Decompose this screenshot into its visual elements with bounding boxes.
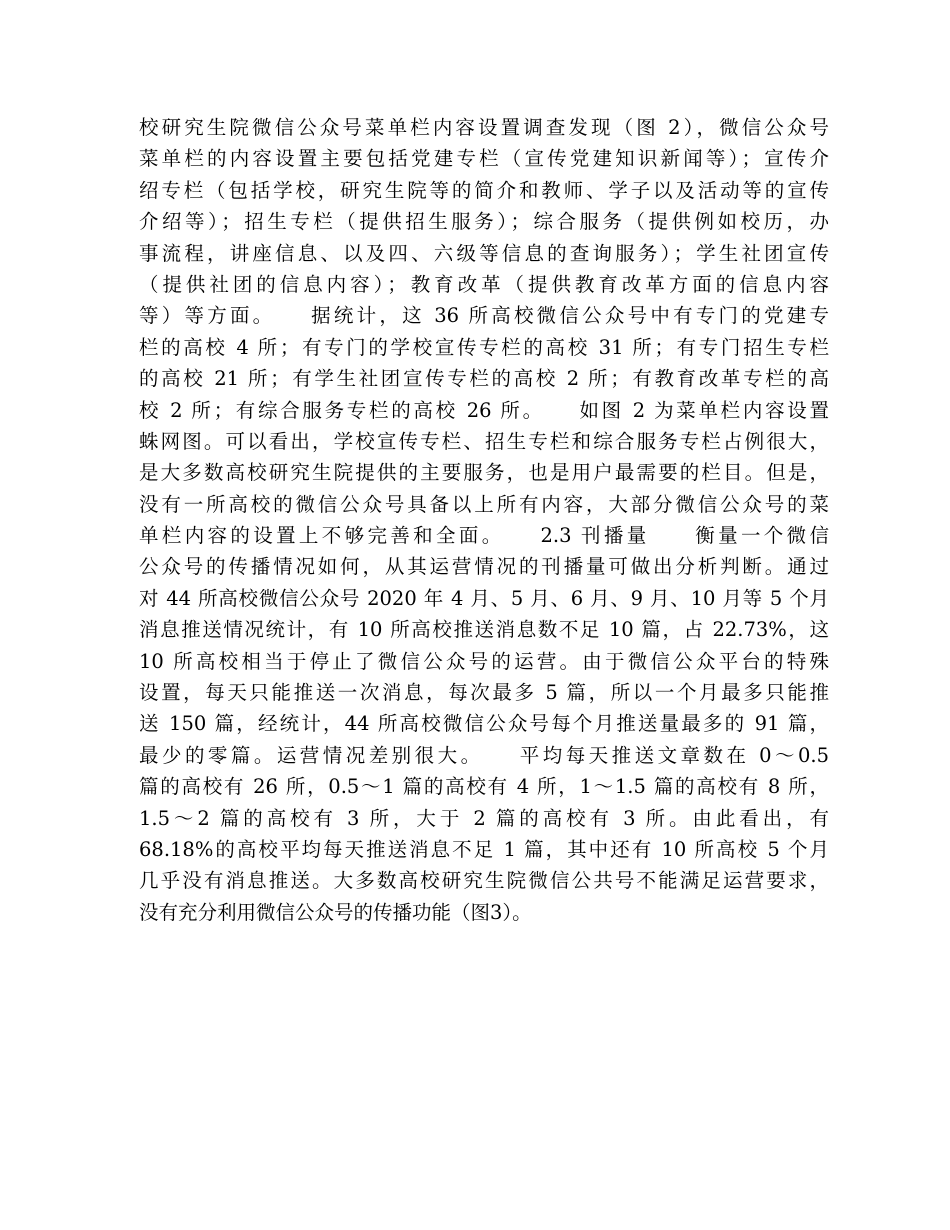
text-line: 蛛网图。可以看出，学校宣传专栏、招生专栏和综合服务专栏占例很大， <box>139 429 829 453</box>
text-line: （提供社团的信息内容）；教育改革（提供教育改革方面的信息内容 <box>139 272 829 296</box>
text-line: 10 所高校相当于停止了微信公众号的运营。由于微信公众平台的特殊 <box>139 649 829 673</box>
text-line: 1.5～2 篇的高校有 3 所，大于 2 篇的高校有 3 所。由此看出，有 <box>139 806 829 830</box>
text-line: 没有充分利用微信公众号的传播功能（图3）。 <box>139 900 532 924</box>
text-line: 对 44 所高校微信公众号 2020 年 4 月、5 月、6 月、9 月、10 月等 5 个月 <box>139 586 829 610</box>
text-line: 公众号的传播情况如何，从其运营情况的刊播量可做出分析判断。通过 <box>139 555 829 579</box>
text-line: 几乎没有消息推送。大多数高校研究生院微信公共号不能满足运营要求， <box>139 869 829 893</box>
text-line: 等）等方面。 据统计，这 36 所高校微信公众号中有专门的党建专 <box>139 304 829 328</box>
text-line: 篇的高校有 26 所，0.5～1 篇的高校有 4 所，1～1.5 篇的高校有 8 所， <box>139 775 829 799</box>
text-line: 绍专栏（包括学校，研究生院等的简介和教师、学子以及活动等的宣传 <box>139 178 829 202</box>
text-line: 栏的高校 4 所；有专门的学校宣传专栏的高校 31 所；有专门招生专栏 <box>139 335 829 359</box>
text-line: 最少的零篇。运营情况差别很大。 平均每天推送文章数在 0～0.5 <box>139 743 829 767</box>
text-line: 没有一所高校的微信公众号具备以上所有内容，大部分微信公众号的菜 <box>139 492 829 516</box>
text-line: 68.18%的高校平均每天推送消息不足 1 篇，其中还有 10 所高校 5 个月 <box>139 837 829 861</box>
text-line: 是大多数高校研究生院提供的主要服务，也是用户最需要的栏目。但是， <box>139 461 829 485</box>
text-line: 介绍等）；招生专栏（提供招生服务）；综合服务（提供例如校历，办 <box>139 210 829 234</box>
text-line: 的高校 21 所；有学生社团宣传专栏的高校 2 所；有教育改革专栏的高 <box>139 367 829 391</box>
text-line: 单栏内容的设置上不够完善和全面。 2.3 刊播量 衡量一个微信 <box>139 524 829 548</box>
text-line: 设置，每天只能推送一次消息，每次最多 5 篇，所以一个月最多只能推 <box>139 681 829 705</box>
text-line: 菜单栏的内容设置主要包括党建专栏（宣传党建知识新闻等）；宣传介 <box>139 147 829 171</box>
body-paragraph <box>139 112 829 928</box>
text-line: 事流程，讲座信息、以及四、六级等信息的查询服务）；学生社团宣传 <box>139 241 829 265</box>
text-line: 校 2 所；有综合服务专栏的高校 26 所。 如图 2 为菜单栏内容设置 <box>139 398 829 422</box>
text-line: 校研究生院微信公众号菜单栏内容设置调查发现（图 2），微信公众号 <box>139 116 829 139</box>
text-line: 送 150 篇，经统计，44 所高校微信公众号每个月推送量最多的 91 篇， <box>139 712 829 736</box>
text-line: 消息推送情况统计，有 10 所高校推送消息数不足 10 篇，占 22.73%，这 <box>139 618 829 642</box>
